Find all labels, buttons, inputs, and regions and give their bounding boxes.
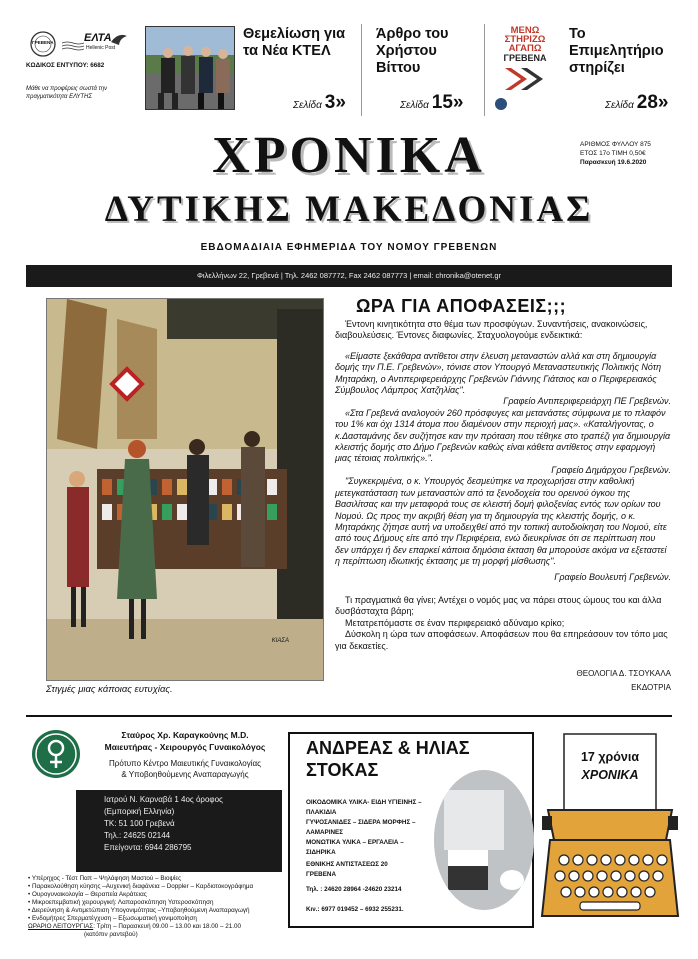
- service-item: • Ενδομήτρες Σπερματέγχυση – Εξωσωματική γονιμοποίηση: [28, 915, 197, 922]
- article-intro: Έντονη κινητικότητα στο θέμα των προσφύγων. Συναντήσεις, ανακοινώσεις, διαβουλεύσεις. Έντονες διαφωνίες. Σταχυολογούμε ενδεικτικά:: [335, 319, 648, 341]
- doctor-specialty: Μαιευτήρας - Χειρουργός Γυναικολόγος: [104, 742, 266, 752]
- book-market-illustration: [46, 298, 324, 681]
- page-label: Σελίδα: [400, 100, 429, 111]
- masthead-title: ΧΡΟΝΙΚΑ: [212, 127, 486, 184]
- product-line: ΛΑΜΑΡΙΝΕΣ: [306, 829, 344, 836]
- product-line: ΣΙΔΗΡΙΚΑ: [306, 849, 336, 856]
- bathroom-photo: [434, 770, 534, 910]
- issue-info: [580, 140, 680, 167]
- chevron-arrows-icon: [503, 66, 547, 92]
- service-item: • Διερεύνηση & Αντιμετώπιση Υπογονιμότητας –Υποβοηθούμενη Αναπαραγωγή: [28, 907, 250, 914]
- divider: [361, 24, 362, 116]
- stamp-label: ΓΡΕΒΕΝΑ: [32, 40, 54, 45]
- logo-line1: ΜΕΝΩ: [510, 25, 540, 36]
- illustration-signature: ΚΙΑΣΑ: [271, 638, 289, 644]
- address-line: (Εμπορική Ελληνία): [104, 807, 175, 816]
- service-item: • Μικροεπεμβατική χειρουργική: Λαπαροσκόπηση Υστεροσκόπηση: [28, 899, 214, 906]
- ad-stokas[interactable]: [288, 732, 534, 928]
- teaser-title-1[interactable]: Θεμελίωση για τα Νέα ΚΤΕΛ: [243, 26, 346, 59]
- stokas-products: [306, 798, 446, 858]
- article-author-role: ΕΚΔΟΤΡΙΑ: [631, 683, 671, 693]
- chamber-seal-icon: [495, 98, 507, 110]
- slogan: Μάθε να προφέρεις σωστά την πραγματικότητα ΕΛΥΤΗΣ: [26, 86, 108, 100]
- section-divider: [26, 715, 672, 717]
- service-item: • Ουρογυναικολογία – Θεραπεία Ακράτειας: [28, 891, 147, 898]
- divider: [484, 24, 485, 116]
- teaser-page-ref-3[interactable]: [605, 92, 669, 114]
- stokas-address: [306, 860, 388, 880]
- contact-info: Φιλελλήνων 22, Γρεβενά | Τηλ. 2462 087772, Fax 2462 087773 | email: chronika@otenet.gr: [196, 271, 502, 280]
- elta-logo: ΕΛΤΑ: [84, 32, 112, 44]
- article-quote: «Στα Γρεβενά αναλογούν 260 πρόσφυγες και μετανάστες σύμφωνα με το πλαφόν του 1% και όχι 1314 άτομα που διαμένουν στην περιοχή μας». «Καταλήγοντας, ο κ.Δασταμάνης δεν συζήτησε καν την πρόταση που τέθηκε στο τραπέζι για δημιουργία κλειστής δομής στο Δήμο Γρεβενών καθώς είναι κάθετα αντίθετος στην εφαρμογή μιας τέτοιας πολιτικής».".: [335, 407, 671, 464]
- service-item: • Υπέρηχος - Τέστ Παπ – Ψηλάφηση Μαστού – Βιοψίες: [28, 875, 182, 882]
- masthead-subtitle-line: ΔΥΤΙΚΗΣ ΜΑΚΕΔΟΝΙΑΣ: [104, 189, 594, 230]
- issue-number: ΑΡΙΘΜΟΣ ΦΥΛΛΟΥ 875: [580, 141, 651, 148]
- year-price: ΕΤΟΣ 17ο ΤΙΜΗ 0,50€: [580, 150, 646, 157]
- article-quote: "Συγκεκριμένα, ο κ. Υπουργός δεσμεύτηκε να προχωρήσει στην καθολική μετεγκατάσταση των μεταναστών από τα ξενοδοχεία του ορεινού όγκου της Βασιλίτσας και την μεταφορά τους σε κλειστή δομή φιλοξενίας εντός των ορίων του Νομού. Ως προς την ακριβή θέση για τη δημιουργία της κλειστής δομής, ο κ. Μηταράκης ζήτησε αυτή να υποδειχθεί από την τοπική αυτοδιοίκηση του Νομού, είτε από τους Δήμους είτε από την Περιφέρεια, ενώ διευκρίνισε ότι σε περίπτωση που δεν υπάρχει ή δεν επαρκεί κάποια δημόσια έκταση θα μπορούσε ακόμα να εξεταστεί η περίπτωση ιδιωτικής έκτασης με τη μορφή μίσθωσης".: [335, 476, 667, 567]
- page-number: 28»: [636, 92, 669, 113]
- anniversary-name: ΧΡΟΝΙΚΑ: [581, 768, 639, 782]
- emergency-phone[interactable]: Επείγοντα: 6944 286795: [104, 843, 192, 852]
- photo-caption: Στιγμές μιας κάποιας ευτυχίας.: [46, 684, 173, 695]
- stokas-title: ΑΝΔΡΕΑΣ & ΗΛΙΑΣ: [306, 738, 470, 758]
- product-line: ΜΟΝΩΤΙΚΑ ΥΛΙΚΑ – ΕΡΓΑΛΕΙΑ –: [306, 839, 404, 846]
- article-source: Γραφείο Αντιπεριφερειάρχη ΠΕ Γρεβενών.: [503, 396, 671, 407]
- ad-doctor[interactable]: [26, 720, 282, 938]
- article-body: [335, 319, 671, 694]
- phone[interactable]: Τηλ.: 24625 02144: [104, 831, 171, 840]
- article-source: Γραφείο Δημάρχου Γρεβενών.: [551, 464, 671, 475]
- chamber-logo[interactable]: [495, 26, 555, 110]
- postal-code: ΚΩΔΙΚΟΣ ΕΝΤΥΠΟΥ: 6682: [26, 62, 105, 69]
- teaser-title-2[interactable]: Άρθρο του Χρήστου Βίττου: [376, 26, 449, 76]
- masthead-tagline: ΕΒΔΟΜΑΔΙΑΙΑ ΕΦΗΜΕΡΙΔΑ ΤΟΥ ΝΟΜΟΥ ΓΡΕΒΕΝΩΝ: [200, 242, 498, 253]
- doctor-name: Σταύρος Χρ. Καραγκούνης M.D.: [121, 730, 249, 740]
- stokas-tel[interactable]: Τηλ. : 24620 28964 -24620 23214: [306, 886, 402, 893]
- logo-line4: ΓΡΕΒΕΝΑ: [503, 53, 547, 63]
- issue-date: Παρασκευή 19.6.2020: [580, 159, 647, 166]
- teaser-page-ref-1[interactable]: [293, 92, 346, 114]
- page-label: Σελίδα: [605, 100, 634, 111]
- product-line: ΓΥΨΟΣΑΝΙΔΕΣ – ΣΙΔΕΡΑ ΜΟΡΦΗΣ –: [306, 819, 416, 826]
- postal-block: [26, 28, 130, 118]
- elta-sub: Hellenic Post: [86, 45, 116, 51]
- anniversary-years: 17 χρόνια: [580, 750, 640, 764]
- bird-icon: [110, 32, 128, 46]
- address-line: ΓΡΕΒΕΝΑ: [306, 871, 337, 878]
- article-paragraph: Μετατρεπόμαστε σε έναν περιφερειακό αδύναμο κρίκο;: [345, 617, 565, 628]
- wave-lines-icon: [62, 38, 84, 48]
- service-item: • Παρακολούθηση κύησης –Αυχενική διαφάνεια – Doppler – Καρδιοτοκογράφημα: [28, 883, 254, 890]
- article-headline: ΩΡΑ ΓΙΑ ΑΠΟΦΑΣΕΙΣ;;;: [356, 296, 567, 316]
- hours-label: ΩΡΑΡΙΟ ΛΕΙΤΟΥΡΓΙΑΣ: [28, 923, 94, 930]
- teaser-photo-1[interactable]: [145, 26, 235, 110]
- address-line: ΤΚ: 51 100 Γρεβενά: [104, 819, 175, 828]
- product-line: ΟΙΚΟΔΟΜΙΚΑ ΥΛΙΚΑ- ΕΙΔΗ ΥΓΙΕΙΝΗΣ –: [306, 799, 422, 806]
- anniversary-typewriter: [540, 720, 680, 930]
- hours-note: (κατόπιν ραντεβού): [84, 931, 138, 938]
- product-line: ΠΛΑΚΙΔΙΑ: [306, 809, 337, 816]
- top-strip: [0, 0, 698, 122]
- clinic-line-1: Πρότυπο Κέντρο Μαιευτικής Γυναικολογίας: [108, 759, 261, 768]
- stokas-title-2: ΣΤΟΚΑΣ: [306, 760, 379, 780]
- article-paragraph: Τι πραγματικά θα γίνει; Αντέχει ο νομός μας να πάρει στους ώμους του και άλλα δυσβάσταχτα βάρη;: [335, 594, 662, 617]
- teaser-page-ref-2[interactable]: [400, 92, 464, 114]
- teaser-title-3[interactable]: Το Επιμελητήριο στηρίζει: [569, 26, 664, 76]
- address-line: ΕΘΝΙΚΗΣ ΑΝΤΙΣΤΑΣΕΩΣ 20: [306, 861, 388, 868]
- logo-line3: ΑΓΑΠΩ: [508, 43, 542, 54]
- article-quote: «Είμαστε ξεκάθαρα αντίθετοι στην έλευση μεταναστών αλλά και στη δημιουργία δομής την Π.Ε. Γρεβενών», τόνισε στον Υπουργό Μεταναστευτικής Πολιτικής Νότη Μηταράκη, ο Αντιπεριφερειάρχης Γρεβενών Γιάννης Γιάτσιος και ο Περιφερειακός Σύμβουλος Λάμπρος Χατζηλίας".: [335, 350, 662, 396]
- clinic-line-2: & Υποβοηθούμενης Αναπαραγωγής: [121, 770, 249, 779]
- logo-line2: ΣΤΗΡΙΖΩ: [504, 34, 546, 45]
- address-line: Ιατρού Ν. Καρναβά 1 4ος όροφος: [104, 795, 223, 804]
- contact-bar: [26, 265, 672, 287]
- article-author: ΘΕΟΛΟΓΙΑ Δ. ΤΣΟΥΚΑΛΑ: [576, 668, 671, 678]
- page-number: 15»: [431, 92, 464, 113]
- article-paragraph: Δύσκολη η ώρα των αποφάσεων. Αποφάσεων που θα επηρεάσουν τον τόπο μας για δεκαετίες.: [335, 629, 668, 651]
- hours: : Τρίτη – Παρασκευή 09.00 – 13.00 και 18.00 – 21.00: [93, 923, 241, 930]
- doctor-address-box: [76, 790, 282, 872]
- article-source: Γραφείο Βουλευτή Γρεβενών.: [554, 571, 671, 582]
- stokas-mobile[interactable]: Κιν.: 6977 019452 – 6932 255231.: [306, 906, 404, 913]
- gynecology-logo-icon: [32, 730, 80, 778]
- page-label: Σελίδα: [293, 100, 322, 111]
- page-number: 3»: [324, 92, 346, 113]
- services-list: [28, 875, 284, 939]
